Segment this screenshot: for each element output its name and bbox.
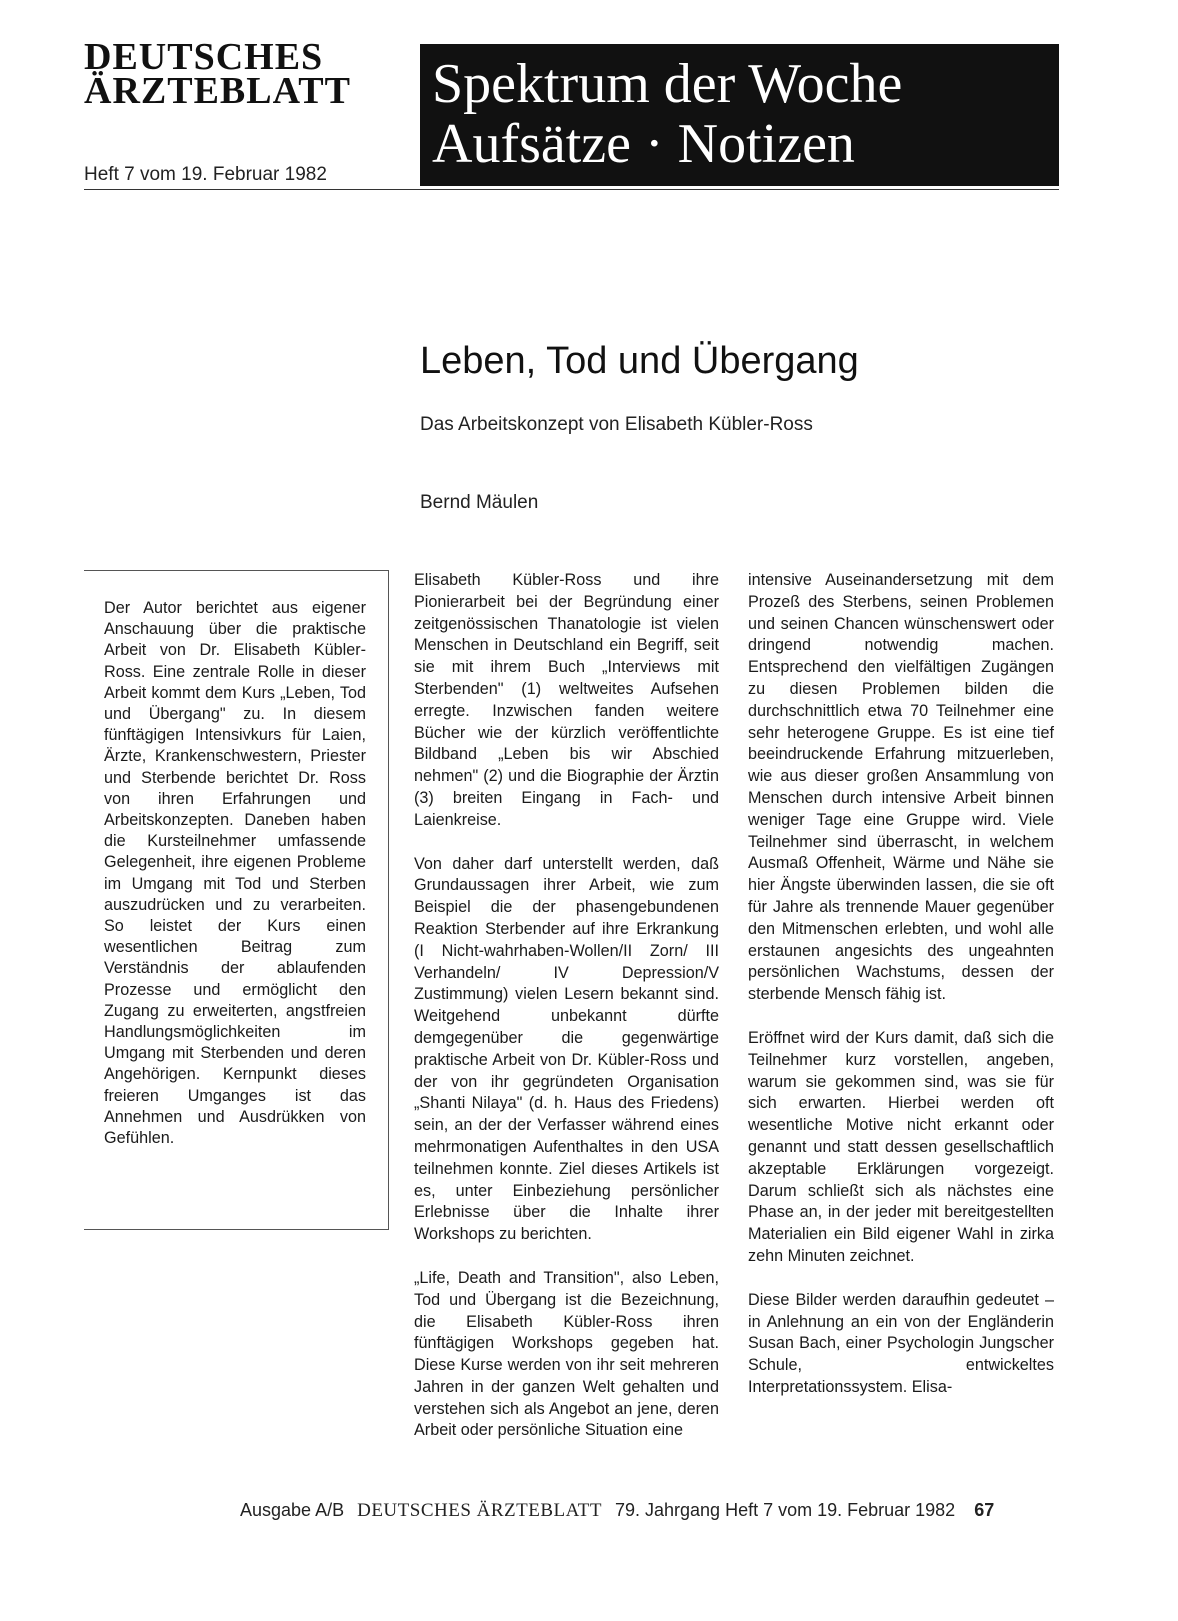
body-paragraph: intensive Auseinandersetzung mit dem Prozeß des Sterbens, seinen Problemen und seinen Chancen wünschenswert oder dringend notwendig machen. Entsprechend den vielfältigen Zugängen zu diesen Problemen bilden die durchschnittlich etwa 70 Teilnehmer eine sehr heterogene Gruppe. Es ist eine tief beeindruckende Erfahrung mitzuerleben, wie aus dieser großen Ansammlung von Menschen durch intensive Arbeit binnen weniger Tage eine Gruppe wird. Viele Teilnehmer sind überrascht, in welchem Ausmaß Offenheit, Wärme und Nähe sie hier Ängste überwinden lassen, die sie oft für Jahre als trennende Mauer gegenüber den Mitmenschen erlebten, und wohl alle erstaunen angesichts des ungeahnten persönlichen Wachstums, dessen der sterbende Mensch fähig ist.	[748, 571, 1054, 1004]
journal-logo-line2: ÄRZTEBLATT	[84, 70, 351, 112]
footer-journal: DEUTSCHES ÄRZTEBLATT	[357, 1500, 602, 1521]
footer-volume: 79. Jahrgang Heft 7 vom 19. Februar 1982	[614, 1500, 956, 1520]
journal-logo	[84, 36, 404, 112]
header-rule	[84, 189, 1059, 190]
abstract-text: Der Autor berichtet aus eigener Anschauung über die praktische Arbeit von Dr. Elisabeth Kübler-Ross. Eine zentrale Rolle in dieser Arbeit kommt dem Kurs „Leben, Tod und Übergang" zu. In diesem fünftägigen Intensivkurs für Laien, Ärzte, Krankenschwestern, Priester und Sterbende berichtet Dr. Ross von ihren Erfahrungen und Arbeitskonzepten. Daneben haben die Kursteilnehmer umfassende Gelegenheit, ihre eigenen Probleme im Umgang mit Tod und Sterben auszudrücken und zu verarbeiten. So leistet der Kurs einen wesentlichen Beitrag zum Verständnis der ablaufenden Prozesse und ermöglicht den Zugang zu erweiterten, angstfreien Handlungsmöglichkeiten im Umgang mit Sterbenden und deren Angehörigen. Kernpunkt dieses freieren Umganges ist das Annehmen und Ausdrükken von Gefühlen.	[104, 599, 366, 1148]
body-paragraph: Von daher darf unterstellt werden, daß Grundaussagen ihrer Arbeit, wie zum Beispiel die der phasengebundenen Reaktion Sterbender auf ihre Erkrankung (I Nicht-wahrhaben-Wollen/II Zorn/ III Verhandeln/ IV Depression/V Zustimmung) vielen Lesern bekannt sind. Weitgehend unbekannt dürfte demgegenüber die gegenwärtige praktische Arbeit von Dr. Kübler-Ross und der von ihr gegründeten Organisation „Shanti Nilaya" (d. h. Haus des Friedens) sein, an der der Verfasser während eines mehrmonatigen Aufenthaltes in den USA teilnehmen konnte. Ziel dieses Artikels ist es, unter Einbeziehung persönlicher Erlebnisse über die Inhalte ihrer Workshops zu berichten.	[414, 854, 719, 1244]
body-paragraph: „Life, Death and Transition", also Leben, Tod und Übergang ist die Bezeichnung, die Elisabeth Kübler-Ross ihren fünftägigen Workshops gegeben hat. Diese Kurse werden von ihr seit mehreren Jahren in der ganzen Welt gehalten und verstehen sich als Angebot an jene, deren Arbeit oder persönliche Situation eine	[414, 1268, 719, 1440]
page-footer	[240, 1500, 994, 1522]
body-paragraph: Eröffnet wird der Kurs damit, daß sich die Teilnehmer kurz vorstellen, angeben, warum sie gekommen sind, was sie für sich erwarten. Hierbei werden oft wesentliche Motive nicht erkannt oder genannt und statt dessen gesellschaftlich akzeptable Erklärungen vorgezeigt. Darum schließt sich als nächstes eine Phase an, in der jeder mit bereitgestellten Materialien ein Bild eigener Wahl in zirka zehn Minuten zeichnet.	[748, 1028, 1054, 1265]
body-column-3	[748, 570, 1054, 1421]
issue-line: Heft 7 vom 19. Februar 1982	[84, 164, 327, 185]
article-subtitle: Das Arbeitskonzept von Elisabeth Kübler-Ross	[420, 414, 813, 435]
section-banner	[420, 44, 1059, 186]
footer-edition: Ausgabe A/B	[240, 1500, 345, 1520]
section-title: Spektrum der Woche	[432, 53, 903, 115]
article-title: Leben, Tod und Übergang	[420, 340, 859, 382]
body-paragraph: Elisabeth Kübler-Ross und ihre Pionierarbeit bei der Begründung einer zeitgenössischen Thanatologie ist vielen Menschen in Deutschland ein Begriff, seit sie mit ihrem Buch „Interviews mit Sterbenden" (1) weltweites Aufsehen erregte. Inzwischen fanden weitere Bücher wie der kürzlich veröffentlichte Bildband „Leben bis wir Abschied nehmen" (2) und die Biographie der Ärztin (3) breiten Eingang in Fach- und Laienkreise.	[414, 571, 719, 829]
section-subtitle: Aufsätze · Notizen	[432, 113, 855, 175]
journal-logo-line1: DEUTSCHES	[84, 36, 324, 78]
page-number: 67	[974, 1500, 995, 1520]
body-column-2	[414, 570, 719, 1464]
body-paragraph: Diese Bilder werden daraufhin gedeutet – in Anlehnung an ein von der Engländerin Susan Bach, einer Psychologin Jungscher Schule, entwickeltes Interpretationssystem. Elisa-	[748, 1290, 1054, 1396]
article-author: Bernd Mäulen	[420, 492, 539, 513]
